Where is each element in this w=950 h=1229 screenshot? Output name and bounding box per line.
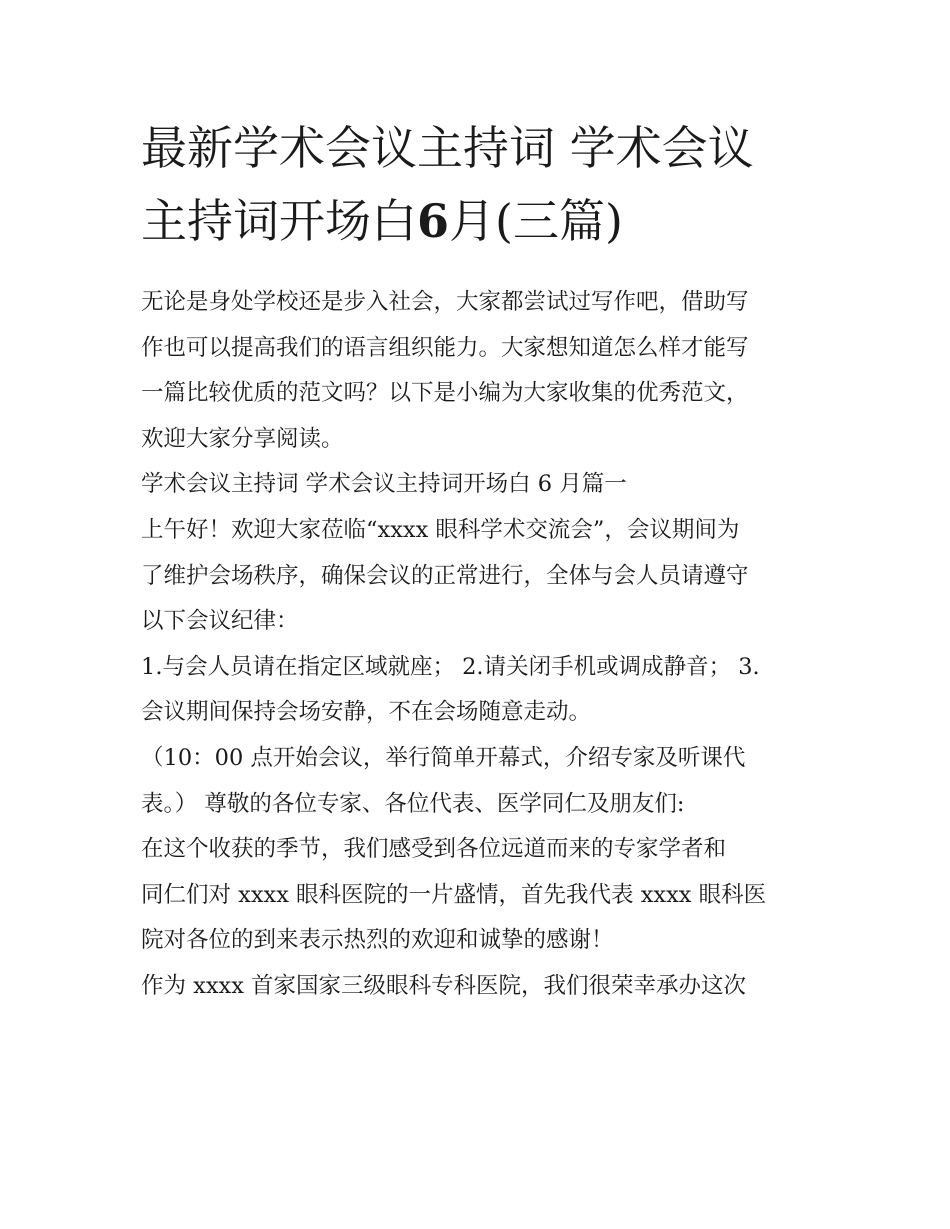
- body-line-4: 欢迎大家分享阅读。: [141, 425, 344, 452]
- title-line-2a: 主持词开场白: [141, 194, 417, 248]
- body-line-12: 表。） 尊敬的各位专家、各位代表、医学同仁及朋友们:: [141, 790, 685, 817]
- body-line-14: 同仁们对 xxxx 眼科医院的一片盛情，首先我代表 xxxx 眼科医: [141, 881, 767, 908]
- body-line-10: 会议期间保持会场安静，不在会场随意走动。: [141, 699, 592, 726]
- document-body: [141, 280, 821, 1010]
- title-line-1: 最新学术会议主持词 学术会议: [141, 121, 754, 175]
- body-line-6: 上午好！欢迎大家莅临“xxxx 眼科学术交流会”，会议期间为: [141, 516, 740, 543]
- body-line-11: （10：00 点开始会议，举行简单开幕式，介绍专家及听课代: [141, 744, 746, 771]
- body-line-8: 以下会议纪律：: [141, 608, 299, 635]
- body-line-13: 在这个收获的季节，我们感受到各位远道而来的专家学者和: [141, 836, 727, 863]
- body-line-1: 无论是身处学校还是步入社会，大家都尝试过写作吧，借助写: [141, 289, 749, 315]
- body-line-16: 作为 xxxx 首家国家三级眼科专科医院，我们很荣幸承办这次: [141, 972, 747, 999]
- section-heading-1: 学术会议主持词 学术会议主持词开场白 6 月篇一: [141, 471, 627, 498]
- body-line-7: 了维护会场秩序，确保会议的正常进行，全体与会人员请遵守: [141, 562, 749, 589]
- title-line-2b: 月(三篇): [449, 194, 623, 248]
- title-line-2-number: 6: [417, 194, 450, 248]
- body-line-15: 院对各位的到来表示热烈的欢迎和诚挚的感谢！: [141, 927, 614, 954]
- body-line-3: 一篇比较优质的范文吗？以下是小编为大家收集的优秀范文，: [141, 380, 749, 407]
- document-title: [141, 112, 821, 258]
- body-line-2: 作也可以提高我们的语言组织能力。大家想知道怎么样才能写: [141, 334, 749, 361]
- body-line-9: 1.与会人员请在指定区域就座； 2.请关闭手机或调成静音； 3.: [141, 653, 760, 680]
